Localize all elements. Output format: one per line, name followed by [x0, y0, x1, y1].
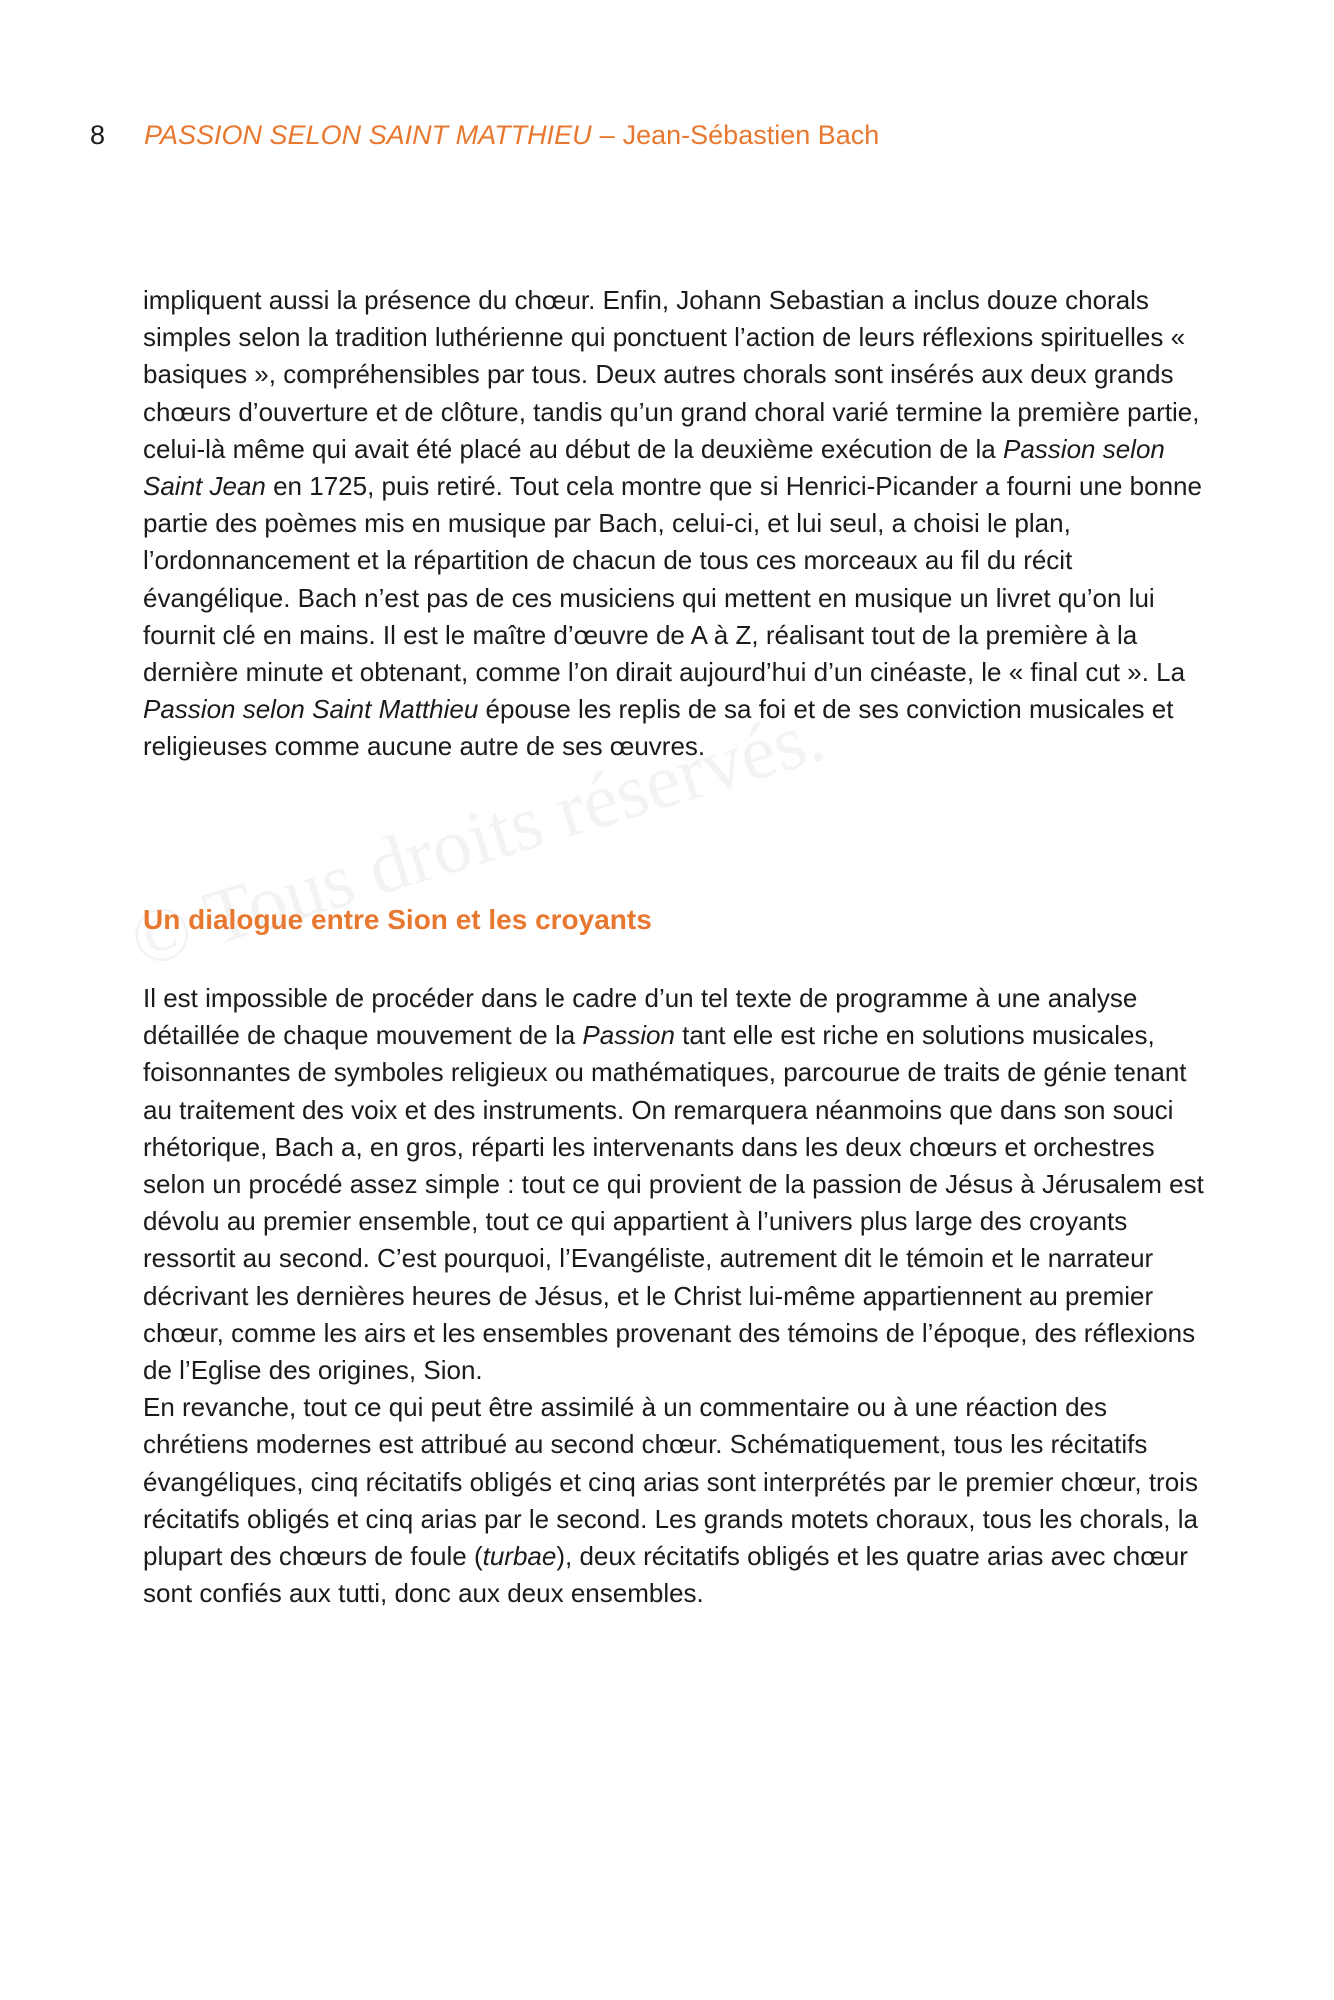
text-run: ), deux récitatifs obligés et les quatre arias avec chœur sont confiés aux tutti, donc aux deux ensembles. — [143, 1541, 1188, 1609]
latin-term-italic: turbae — [482, 1541, 557, 1572]
book-author: Jean-Sébastien Bach — [622, 120, 880, 150]
page-number: 8 — [90, 120, 106, 150]
title-separator: – — [599, 120, 615, 150]
text-run: Il est impossible de procéder dans le cadre d’un tel texte de programme à une analyse détaillée de chaque mouvement de la — [143, 983, 1138, 1051]
text-block-dialogue — [143, 980, 1213, 1612]
paragraph — [143, 980, 1213, 1389]
text-run: tant elle est riche en solutions musicales, foisonnantes de symboles religieux ou mathématiques, parcourue de traits de génie tenant au traitement des voix et des instruments. On remarquera néanmoins que dans son souci rhétorique, Bach a, en gros, réparti les intervenants dans les deux chœurs et orchestres selon un procédé assez simple : tout ce qui provient de la passion de Jésus à Jérusalem est dévolu au premier ensemble, tout ce qui appartient à l’univers plus large des croyants ressortit au second. C’est pourquoi, l’Evangéliste, autrement dit le témoin et le narrateur décrivant les dernières heures de Jésus, et le Christ lui-même appartiennent au premier chœur, comme les airs et les ensembles provenant des témoins de l’époque, des réflexions de l’Eglise des origines, Sion. — [143, 1020, 1204, 1386]
text-run: en 1725, puis retiré. Tout cela montre que si Henrici-Picander a fourni une bonne partie des poèmes mis en musique par Bach, celui-ci, et lui seul, a choisi le plan, l’ordonnancement et la répartition de chacun de tous ces morceaux au fil du récit évangélique. Bach n’est pas de ces musiciens qui mettent en musique un livret qu’on lui fournit clé en mains. Il est le maître d’œuvre de A à Z, réalisant tout de la première à la dernière minute et obtenant, comme l’on dirait aujourd’hui d’un cinéaste, le « final cut ». La — [143, 471, 1202, 688]
paragraph — [143, 282, 1213, 766]
text-run: impliquent aussi la présence du chœur. Enfin, Johann Sebastian a inclus douze chorals simples selon la tradition luthérienne qui ponctuent l’action de leurs réflexions spirituelles « basiques », compréhensibles par tous. Deux autres chorals sont insérés aux deux grands chœurs d’ouverture et de clôture, tandis qu’un grand choral varié termine la première partie, celui-là même qui avait été placé au début de la deuxième exécution de la — [143, 285, 1200, 464]
text-block-intro — [143, 282, 1213, 766]
work-title-italic: Passion selon Saint Matthieu — [143, 694, 479, 725]
book-title: PASSION SELON SAINT MATTHIEU — [144, 120, 592, 150]
work-title-italic: Passion — [582, 1020, 675, 1051]
section-heading: Un dialogue entre Sion et les croyants — [143, 904, 652, 935]
text-run: En revanche, tout ce qui peut être assimilé à un commentaire ou à une réaction des chrétiens modernes est attribué au second chœur. Schématiquement, tous les récitatifs évangéliques, cinq récitatifs obligés et cinq arias sont interprétés par le premier chœur, trois récitatifs obligés et cinq arias par le second. Les grands motets choraux, tous les chorals, la plupart des chœurs de foule ( — [143, 1392, 1198, 1572]
paragraph — [143, 1389, 1213, 1612]
work-title-italic: Passion selon Saint Jean — [143, 433, 1165, 502]
running-header — [90, 118, 879, 152]
text-run: épouse les replis de sa foi et de ses conviction musicales et religieuses comme aucune autre de ses œuvres. — [143, 694, 1174, 762]
